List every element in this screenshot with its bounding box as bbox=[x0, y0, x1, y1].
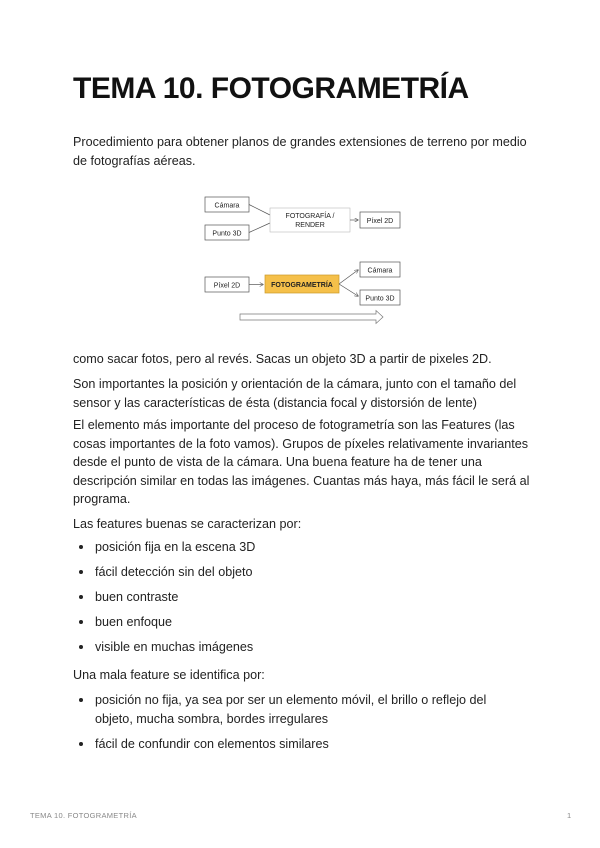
bad-features-list bbox=[73, 691, 533, 753]
list-item: fácil detección sin del objeto bbox=[73, 563, 533, 582]
paragraph-2: Son importantes la posición y orientación de la cámara, junto con el tamaño del sensor y las características de ésta (distancia focal y distorsión de lente) bbox=[73, 377, 517, 410]
paragraph-3: El elemento más importante del proceso de fotogrametría son las Features (las cosas importantes de la foto vamos). Grupos de píxeles relativamente invariantes desde el punto de vista de la cámara. Una buena feature ha de tener una descripción similar en todas las imágenes. Cuantas más haya, más fácil le será al programa. bbox=[73, 418, 530, 506]
bad-features-intro: Una mala feature se identifica por: bbox=[73, 668, 265, 682]
bullet-icon bbox=[79, 545, 83, 549]
good-features-list bbox=[73, 538, 533, 657]
list-item: posición no fija, ya sea por ser un elemento móvil, el brillo o reflejo del objeto, mucha sombra, bordes irregulares bbox=[73, 691, 525, 728]
connector-line bbox=[249, 205, 270, 216]
paragraph-1: como sacar fotos, pero al revés. Sacas un objeto 3D a partir de pixeles 2D. bbox=[73, 352, 492, 366]
top-output-label: Píxel 2D bbox=[366, 218, 394, 225]
long-direction-arrow bbox=[240, 311, 383, 324]
bullet-icon bbox=[79, 595, 83, 599]
bottom-output-point-label: Punto 3D bbox=[365, 295, 395, 303]
paragraph-4: Las features buenas se caracterizan por: bbox=[73, 517, 302, 531]
bottom-process-label: FOTOGRAMETRÍA bbox=[271, 282, 333, 289]
top-input-camera-label: Cámara bbox=[214, 202, 240, 210]
arrow bbox=[339, 284, 358, 296]
page-title: TEMA 10. FOTOGRAMETRÍA bbox=[73, 72, 469, 105]
bullet-icon bbox=[79, 698, 83, 702]
intro-paragraph: Procedimiento para obtener planos de grandes extensiones de terreno por medio de fotografías aéreas. bbox=[73, 135, 527, 168]
list-item: buen contraste bbox=[73, 588, 533, 607]
bullet-icon bbox=[79, 742, 83, 746]
list-item: buen enfoque bbox=[73, 613, 533, 632]
top-process-label-1: FOTOGRAFÍA / bbox=[285, 213, 335, 220]
photogrammetry-diagram bbox=[200, 190, 410, 330]
bottom-output-camera-label: Cámara bbox=[367, 267, 393, 275]
list-item: fácil de confundir con elementos similares bbox=[73, 735, 533, 754]
footer-title: TEMA 10. FOTOGRAMETRÍA bbox=[30, 811, 137, 820]
bottom-input-label: Píxel 2D bbox=[213, 282, 241, 290]
bullet-icon bbox=[79, 620, 83, 624]
list-item: visible en muchas imágenes bbox=[73, 638, 533, 657]
list-item: posición fija en la escena 3D bbox=[73, 538, 533, 557]
bullet-icon bbox=[79, 645, 83, 649]
footer-page-number: 1 bbox=[567, 811, 572, 820]
bullet-icon bbox=[79, 570, 83, 574]
connector-line bbox=[249, 223, 270, 233]
top-input-point-label: Punto 3D bbox=[212, 230, 242, 238]
top-process-label-2: RENDER bbox=[295, 222, 325, 229]
arrow bbox=[339, 270, 358, 284]
